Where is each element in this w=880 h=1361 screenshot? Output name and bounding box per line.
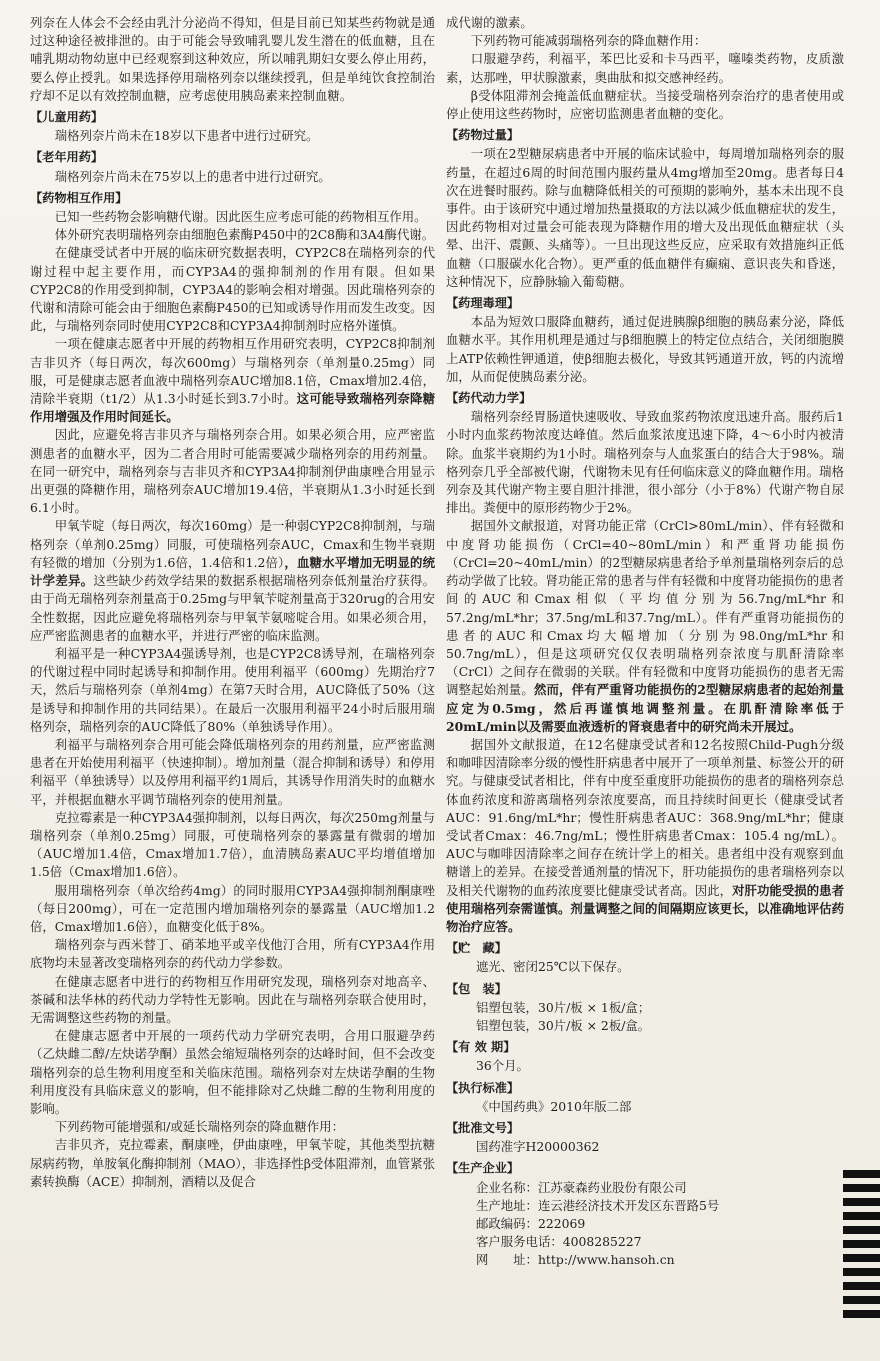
section-heading-approval: 【批准文号】 — [446, 1120, 520, 1135]
code-bar — [843, 1268, 880, 1276]
code-bar — [843, 1170, 880, 1178]
paragraph: 在健康志愿者中进行的药物相互作用研究发现，瑞格列奈对地高辛、茶碱和法华林的药代动力学特性无影响。因此在与瑞格列奈联合使用时，无需调整这些药物的剂量。 — [30, 973, 435, 1025]
section-heading-standard: 【执行标准】 — [446, 1080, 520, 1095]
edge-code-marks — [843, 1170, 880, 1330]
left-column — [30, 14, 435, 1191]
text: 据国外文献报道，在12名健康受试者和12名按照Child-Pugh分级和咖啡因清除率分级的慢性肝病患者中展开了一项单剂量、标签公开的研究。与健康受试者相比，伴有中度至重度肝功能损伤的患者的瑞格列奈总体血药浓度和游离瑞格列奈浓度要高，而且持续时间更长（健康受试者AUC：91.6ng/mL*hr；慢性肝病患者AUC：368.9ng/mL*hr；健康受试者Cmax：46.7ng/mL；慢性肝病患者Cmax：105.4 ng/mL）。AUC与咖啡因清除率之间存在统计学上的相关。患者组中没有观察到血糖谱上的差异。在接受普通剂量的情况下，肝功能损伤的患者瑞格列奈以及相关代谢物的血药浓度要比健康受试者高。因此， — [446, 736, 844, 898]
paragraph: 成代谢的激素。 — [446, 15, 533, 30]
paragraph: 已知一些药物会影响糖代谢。因此医生应考虑可能的药物相互作用。 — [54, 209, 427, 225]
section-heading-packaging: 【包 装】 — [446, 981, 507, 996]
right-column — [446, 14, 844, 1270]
code-bar — [843, 1198, 880, 1206]
paragraph — [446, 736, 844, 936]
paragraph: 瑞格列奈经胃肠道快速吸收、导致血浆药物浓度迅速升高。服药后1小时内血浆药物浓度达峰值。然后血浆浓度迅速下降，4～6小时内被清除。血浆半衰期约为1小时。瑞格列奈与人血浆蛋白的结合大于98%。瑞格列奈几乎全部被代谢，代谢物未见有任何临床意义的降血糖作用。瑞格列奈及其代谢产物主要自胆汁排泄，很小部分（小于8%）代谢产物自尿排出。粪便中的原形药物少于2%。 — [446, 409, 844, 516]
code-bar — [843, 1296, 880, 1304]
paragraph: 服用瑞格列奈（单次给药4mg）的同时服用CYP3A4强抑制剂酮康唑（每日200mg），可在一定范围内增加瑞格列奈的暴露量（AUC增加1.2倍，Cmax增加1.6倍），血糖变化低于8%。 — [30, 882, 435, 934]
text: 甲氧苄啶（每日两次，每次160mg）是一种弱CYP2C8抑制剂，与瑞格列奈（单剂0.25mg）同服，可使瑞格列奈AUC，Cmax和生物半衰期有轻微的增加（分别为1.6倍，1.4倍和1.2倍） — [30, 518, 435, 570]
section-heading-pharmacology: 【药理毒理】 — [446, 296, 520, 311]
approval-number: 国药准字H20000362 — [476, 1139, 600, 1155]
bold-text: 然而，伴有严重肾功能损伤的2型糖尿病患者的起始剂量应定为0.5mg，然后再谨慎地调整剂量。在肌酐清除率低于20mL/min以及需要血液透析的肾衰患者中的研究尚未开展过。 — [446, 682, 845, 734]
code-bar — [843, 1254, 880, 1262]
paragraph — [30, 335, 435, 426]
code-bar — [843, 1184, 880, 1192]
section-heading-interactions: 【药物相互作用】 — [30, 190, 128, 205]
code-bar — [843, 1282, 880, 1290]
service-phone: 客户服务电话：4008285227 — [476, 1234, 642, 1250]
paragraph: 利福平是一种CYP3A4强诱导剂，也是CYP2C8诱导剂，在瑞格列奈的代谢过程中同时起诱导和抑制作用。使用利福平（600mg）先期治疗7天，然后与瑞格列奈（单剂4mg）在第7天时合用，AUC降低了50%（这是诱导和抑制作用的共同结果）。在最后一次服用利福平24小时后服用瑞格列奈，瑞格列奈的AUC降低了80%（单独诱导作用）。 — [30, 645, 435, 734]
text: 一项在健康志愿者中开展的药物相互作用研究表明，CYP2C8抑制剂吉非贝齐（每日两次，每次600mg）与瑞格列奈（单剂量0.25mg）同服，可是健康志愿者血液中瑞格列奈AUC增加8.1倍，Cmax增加2.4倍，清除半衰期（t1/2）从1.3小时延长到3.7小时。 — [30, 336, 435, 407]
company-address: 生产地址：连云港经济技术开发区东晋路5号 — [476, 1197, 720, 1213]
bold-text: 这可能导致瑞格列奈降糖作用增强及作用时间延长。 — [30, 391, 435, 425]
paragraph: 利福平与瑞格列奈合用可能会降低瑞格列奈的用药剂量，应严密监测患者在开始使用利福平（快速抑制）。增加剂量（混合抑制和诱导）和停用利福平（单独诱导）以及停用利福平约1周后，其诱导作用消失时的血糖水平，并根据血糖水平调节瑞格列奈的使用剂量。 — [30, 736, 435, 807]
section-heading-manufacturer: 【生产企业】 — [446, 1161, 520, 1176]
paragraph — [30, 517, 435, 644]
storage-text: 遮光、密闭25℃以下保存。 — [476, 959, 630, 975]
paragraph: 因此，应避免将吉非贝齐与瑞格列奈合用。如果必须合用，应严密监测患者的血糖水平，因为二者合用时可能需要减少瑞格列奈的用药剂量。在同一研究中，瑞格列奈与吉非贝齐和CYP3A4抑制剂伊曲康唑合用显示出更强的降糖作用，瑞格列奈AUC增加19.4倍，半衰期从1.3小时延长到6.1小时。 — [30, 427, 435, 516]
packaging-line: 铝塑包装，30片/板 × 1板/盒； — [476, 999, 651, 1015]
paragraph: 下列药物可能增强和/或延长瑞格列奈的降血糖作用： — [54, 1119, 344, 1135]
text: 这些缺少药效学结果的数据系根据瑞格列奈低剂量治疗获得。由于尚无瑞格列奈剂量高于0.25mg与甲氧苄啶剂量高于320rug的合用安全性数据，因此应避免将瑞格列奈与甲氧苄氨嘧啶合用。如果必须合用，应严密监测患者的血糖水平，并进行严密的临床监测。 — [30, 573, 436, 643]
paragraph: β受体阻滞剂会掩盖低血糖症状。当接受瑞格列奈治疗的患者使用或停止使用这些药物时，应密切监测患者血糖的变化。 — [446, 87, 844, 122]
company-name: 企业名称：江苏豪森药业股份有限公司 — [476, 1179, 687, 1195]
paragraph: 克拉霉素是一种CYP3A4强抑制剂，以每日两次，每次250mg剂量与瑞格列奈（单剂0.25mg）同服，可使瑞格列奈的暴露量有微弱的增加（AUC增加1.4倍，Cmax增加1.7倍），血清胰岛素AUC平均增值增加1.5倍（Cmax增加1.6倍）。 — [30, 809, 435, 880]
section-heading-validity: 【有 效 期】 — [446, 1040, 516, 1055]
paragraph: 一项在2型糖尿病患者中开展的临床试验中，每周增加瑞格列奈的服药量，在超过6周的时间范围内服药量从4mg增加至20mg。患者每日4次在进餐时服药。除与血糖降低相关的可预期的影响外，基本未出现不良事件。由于该研究中通过增加热量摄取的方法以减少低血糖症状的发生，因此药物相对过量会可能表现为降糖作用的增大及出现低血糖症状（头晕、出汗、震颤、头痛等）。一旦出现这些反应，应采取有效措施纠正低血糖（口服碳水化合物）。更严重的低血糖伴有癫痫、意识丧失和昏迷，这种情况下，应静脉输入葡萄糖。 — [446, 146, 844, 289]
paragraph: 吉非贝齐，克拉霉素，酮康唑，伊曲康唑，甲氧苄啶，其他类型抗糖尿病药物，单胺氧化酶抑制剂（MAO），非选择性β受体阻滞剂，血管紧张素转换酶（ACE）抑制剂，酒精以及促合 — [30, 1137, 435, 1189]
paragraph: 体外研究表明瑞格列奈由细胞色素酶P450中的2C8酶和3A4酶代谢。 — [54, 227, 435, 243]
bold-text: 对肝功能受损的患者使用瑞格列奈需谨慎。剂量调整之间的间隔期应该更长，以准确地评估药物治疗应答。 — [446, 882, 845, 934]
standard-text: 《中国药典》2010年版二部 — [476, 1098, 632, 1114]
paragraph: 瑞格列奈片尚未在75岁以上的患者中进行过研究。 — [54, 168, 331, 184]
paragraph: 在健康志愿者中开展的一项药代动力学研究表明，合用口服避孕药（乙炔雌二醇/左炔诺孕酮）虽然会缩短瑞格列奈的达峰时间，但不会改变瑞格列奈的总生物利用度至和关临床范围。瑞格列奈对左炔诺孕酮的生物利用度没有具临床意义的影响，但不能排除对乙炔雌二醇的生物利用度的影响。 — [30, 1028, 435, 1116]
paragraph: 本品为短效口服降血糖药，通过促进胰腺β细胞的胰岛素分泌，降低血糖水平。其作用机理是通过与β细胞膜上的特定位点结合，关闭细胞膜上ATP依赖性钾通道，使β细胞去极化，导致其钙通道开放，钙的内流增加，从而促使胰岛素分泌。 — [446, 314, 844, 384]
text: 据国外文献报道，对肾功能正常（CrCl>80mL/min）、伴有轻微和中度肾功能损伤（CrCl=40~80mL/min）和严重肾功能损伤（CrCl=20~40mL/min）的2型糖尿病患者给予单剂量瑞格列奈后的总药动学做了比较。肾功能正常的患者与伴有轻微和中度肾功能损伤的患者间的AUC和Cmax相似（平均值分别为56.7ng/mL*hr和57.2ng/mL*hr；37.5ng/mL和37.7ng/mL）。伴有严重肾功能损伤的患者的AUC和Cmax均大幅增加（分别为98.0ng/mL*hr和50.7ng/mL），但是这项研究仅仅表明瑞格列奈浓度与肌酐清除率（CrCl）之间存在微弱的关联。伴有轻微和中度肾功能损伤的患者无需调整起始剂量。 — [446, 518, 844, 698]
section-heading-storage: 【贮 藏】 — [446, 941, 507, 956]
code-bar — [843, 1310, 880, 1318]
section-heading-elderly: 【老年用药】 — [30, 150, 104, 165]
company-website: 网 址：http://www.hansoh.cn — [476, 1252, 675, 1268]
code-bar — [843, 1212, 880, 1220]
postal-code: 邮政编码：222069 — [476, 1216, 586, 1231]
paragraph: 列奈在人体会不会经由乳汁分泌尚不得知，但是目前已知某些药物就是通过这种途径被排泄的。由于可能会导致哺乳婴儿发生潜在的低血糖，且在哺乳期动物幼崽中已经观察到这种效应，所以哺乳期妇女要么停止用药，要么停止授乳。如果选择停用瑞格列奈以继续授乳，但是单纯饮食控制治疗却不足以有效控制血糖，应考虑使用胰岛素来控制血糖。 — [30, 15, 435, 103]
section-heading-overdose: 【药物过量】 — [446, 128, 520, 143]
bold-text: ，血糖水平增加无明显的统计学差异。 — [30, 554, 435, 589]
code-bar — [843, 1226, 880, 1234]
paragraph: 在健康受试者中开展的临床研究数据表明，CYP2C8在瑞格列奈的代谢过程中起主要作用，而CYP3A4的强抑制剂的作用有限。但如果CYP2C8的作用受到抑制，CYP3A4的影响会相对增强。因此瑞格列奈的代谢和清除可能会由于细胞色素酶P450的已知或诱导作用而发生改变。因此，与瑞格列奈同时使用CYP2C8和CYP3A4抑制剂时应格外谨慎。 — [30, 245, 435, 334]
paragraph: 下列药物可能减弱瑞格列奈的降血糖作用： — [470, 33, 707, 49]
packaging-line: 铝塑包装，30片/板 × 2板/盒。 — [476, 1017, 651, 1033]
paragraph: 口服避孕药，利福平，苯巴比妥和卡马西平，噻嗪类药物，皮质激素，达那唑，甲状腺激素，奥曲肽和拟交感神经药。 — [446, 51, 844, 85]
paragraph — [446, 517, 844, 735]
code-bar — [843, 1240, 880, 1248]
section-heading-pharmacokinetics: 【药代动力学】 — [446, 391, 532, 406]
paragraph: 瑞格列奈与西米替丁、硝苯地平或辛伐他汀合用，所有CYP3A4作用底物均未显著改变瑞格列奈的药代动力学参数。 — [30, 937, 435, 971]
validity-text: 36个月。 — [476, 1058, 529, 1074]
paragraph: 瑞格列奈片尚未在18岁以下患者中进行过研究。 — [54, 128, 319, 144]
section-heading-children: 【儿童用药】 — [30, 110, 104, 125]
